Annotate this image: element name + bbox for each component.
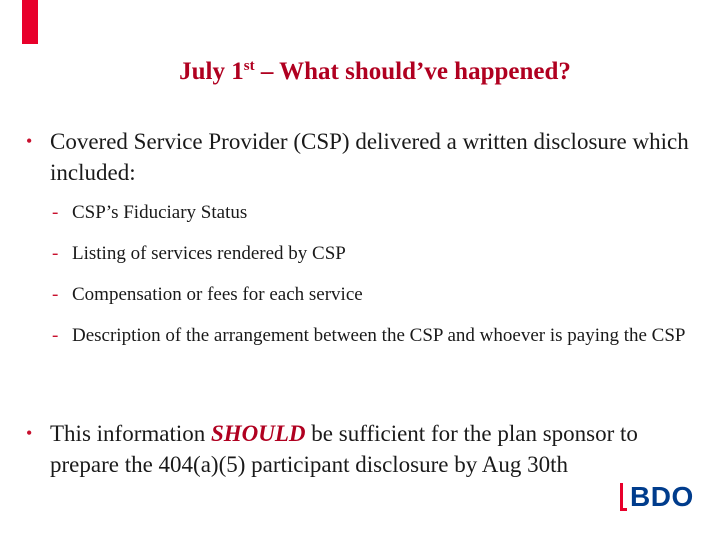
slide-title — [0, 58, 720, 86]
sub-dash: - — [52, 243, 59, 264]
sub-item-text: Description of the arrangement between the CSP and whoever is paying the CSP — [72, 325, 686, 346]
bullet-dot: • — [26, 423, 33, 443]
bullet-2-post: be sufficient for the plan sponsor to prepare the 404(a)(5) participant disclosure by Aug 30th — [50, 421, 638, 477]
sub-item-text: Listing of services rendered by CSP — [72, 243, 346, 264]
sub-item — [52, 239, 712, 269]
title-pre: July 1 — [179, 58, 244, 85]
sub-item — [52, 321, 712, 351]
title-post: – What should’ve happened? — [254, 58, 571, 85]
sub-item — [52, 280, 712, 310]
bullet-1 — [26, 126, 696, 188]
accent-bar — [22, 0, 38, 44]
title-superscript: st — [243, 58, 255, 74]
sub-item-text: Compensation or fees for each service — [72, 284, 363, 305]
sub-item-text: CSP’s Fiduciary Status — [72, 202, 248, 223]
sub-item — [52, 198, 712, 228]
bullet-2-pre: This information — [50, 421, 211, 446]
bdo-logo — [620, 481, 702, 513]
bullet-dot: • — [26, 131, 33, 151]
sub-dash: - — [52, 284, 59, 305]
sub-dash: - — [52, 202, 59, 223]
bullet-2-text — [50, 418, 696, 480]
bullet-1-text: Covered Service Provider (CSP) delivered a written disclosure which included: — [50, 129, 689, 185]
emphasis-should: SHOULD — [210, 421, 306, 446]
sub-dash: - — [52, 325, 59, 346]
logo-bracket-icon — [620, 483, 627, 511]
bullet-2 — [26, 418, 696, 480]
logo-text: BDO — [630, 481, 694, 512]
